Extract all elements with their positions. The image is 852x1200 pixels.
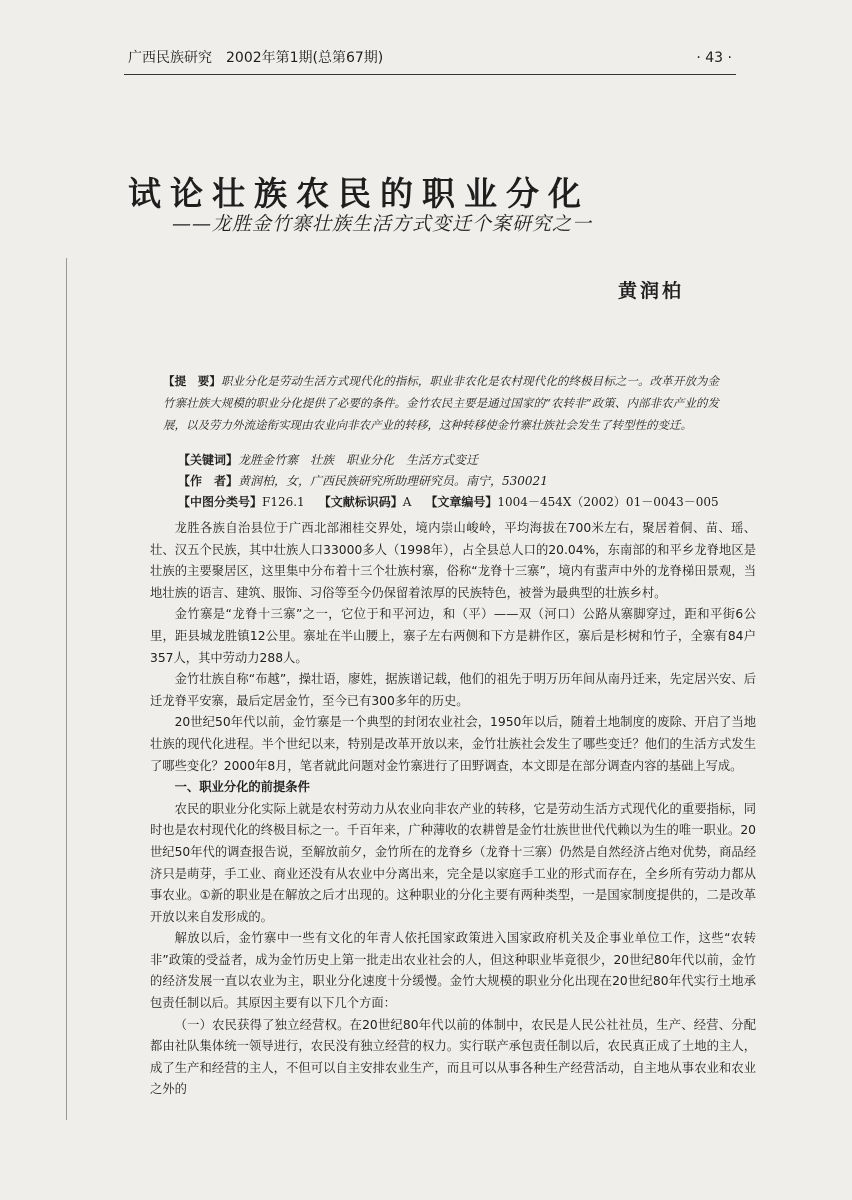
article-title: 试论壮族农民的职业分化 [128, 174, 590, 213]
clc-label: 【中图分类号】 [178, 495, 263, 509]
author-name: 黄润柏 [618, 280, 685, 302]
header-rule [124, 74, 736, 75]
keywords [178, 450, 478, 470]
running-header [128, 46, 732, 70]
keywords-text: 龙胜金竹寨 壮族 职业分化 生活方式变迁 [238, 453, 479, 467]
abstract-text: 职业分化是劳动生活方式现代化的指标，职业非农化是农村现代化的终极目标之一。改革开放为金竹寨壮族大规模的职业分化提供了必要的条件。金竹农民主要是通过国家的“农转非”政策、内部非农产业的发展，以及劳力外流途衔实现由农业向非农产业的转移，这种转移使金竹寨壮族社会发生了转型性的变迁。 [163, 374, 720, 432]
article-body [150, 518, 756, 1101]
body-paragraph: 20世纪50年代以前，金竹寨是一个典型的封闭农业社会，1950年以后，随着土地制度的废除、开启了当地壮族的现代化进程。半个世纪以来，特别是改革开放以来，金竹壮族社会发生了哪些变迁？他们的生活方式发生了哪些变化？2000年8月，笔者就此问题对金竹寨进行了田野调查，本文即是在部分调查内容的基础上写成。 [150, 715, 756, 773]
doc-code-label: 【文献标识码】 [318, 495, 403, 509]
abstract [163, 370, 719, 436]
scan-crease-line [66, 258, 67, 1120]
keywords-label: 【关键词】 [178, 453, 239, 467]
classification-line [178, 492, 719, 512]
page-number: · 43 · [696, 50, 732, 66]
author-info-label: 【作 者】 [178, 474, 239, 488]
abstract-label: 【提 要】 [163, 374, 221, 388]
section-heading: 一、职业分化的前提条件 [174, 780, 310, 795]
article-number-value: 1004－454X（2002）01－0043－005 [497, 495, 719, 509]
article-number-label: 【文章编号】 [425, 495, 498, 509]
body-paragraph: 解放以后，金竹寨中一些有文化的年青人依托国家政策进入国家政府机关及企事业单位工作，这些“农转非”政策的受益者，成为金竹历史上第一批走出农业社会的人，但这种职业毕竟很少，20世纪80年代以前，金竹的经济发展一直以农业为主，职业分化速度十分缓慢。金竹大规模的职业分化出现在20世纪80年代实行土地承包责任制以后。其原因主要有以下几个方面： [150, 931, 756, 1011]
body-paragraph: 农民的职业分化实际上就是农村劳动力从农业向非农产业的转移，它是劳动生活方式现代化的重要指标，同时也是农村现代化的终极目标之一。千百年来，广种薄收的农耕曾是金竹壮族世世代代赖以为生的唯一职业。20世纪50年代的调查报告说，至解放前夕，金竹所在的龙脊乡（龙脊十三寨）仍然是自然经济占绝对优势，商品经济只是萌芽，手工业、商业还没有从农业中分离出来，完全是以家庭手工业的形式而存在，全乡所有劳动力都从事农业。①新的职业是在解放之后才出现的。这种职业的分化主要有两种类型，一是国家制度提供的，二是改革开放以来自发形成的。 [150, 801, 756, 924]
body-paragraph: 龙胜各族自治县位于广西北部湘桂交界处，境内崇山峻岭，平均海拔在700米左右，聚居着侗、苗、瑶、壮、汉五个民族，其中壮族人口33000多人（1998年），占全县总人口的20.04%，东南部的和平乡龙脊地区是壮族的主要聚居区，这里集中分布着十三个壮族村寨，俗称“龙脊十三寨”，境内有蜚声中外的龙脊梯田景观，当地壮族的语言、建筑、服饰、习俗等至今仍保留着浓厚的民族特色，被誉为最典型的壮族乡村。 [150, 521, 756, 600]
author-info [178, 471, 548, 491]
doc-code-value: A [402, 495, 412, 509]
body-paragraph: 金竹壮族自称“布越”，操壮语，廖姓，据族谱记载，他们的祖先于明万历年间从南丹迁来，先定居兴安、后迁龙脊平安寨，最后定居金竹，至今已有300多年的历史。 [150, 672, 756, 708]
body-paragraph: （一）农民获得了独立经营权。在20世纪80年代以前的体制中，农民是人民公社社员，生产、经营、分配都由社队集体统一领导进行，农民没有独立经营的权力。实行联产承包责任制以后，农民真正成了土地的主人，成了生产和经营的主人，不但可以自主安排农业生产，而且可以从事各种生产经营活动，自主地从事农业和农业之外的 [150, 1017, 756, 1097]
author-info-text: 黄润柏，女，广西民族研究所助理研究员。南宁，530021 [238, 474, 548, 488]
journal-name: 广西民族研究 2002年第1期(总第67期) [128, 50, 384, 66]
body-paragraph: 金竹寨是“龙脊十三寨”之一，它位于和平河边，和（平）——双（河口）公路从寨脚穿过，距和平街6公里，距县城龙胜镇12公里。寨址在半山腰上，寨子左右两侧和下方是耕作区，寨后是杉树和竹子，全寨有84户357人，其中劳动力288人。 [150, 607, 756, 665]
clc-value: F126.1 [262, 495, 305, 509]
article-subtitle: ——龙胜金竹寨壮族生活方式变迁个案研究之一 [172, 213, 593, 235]
